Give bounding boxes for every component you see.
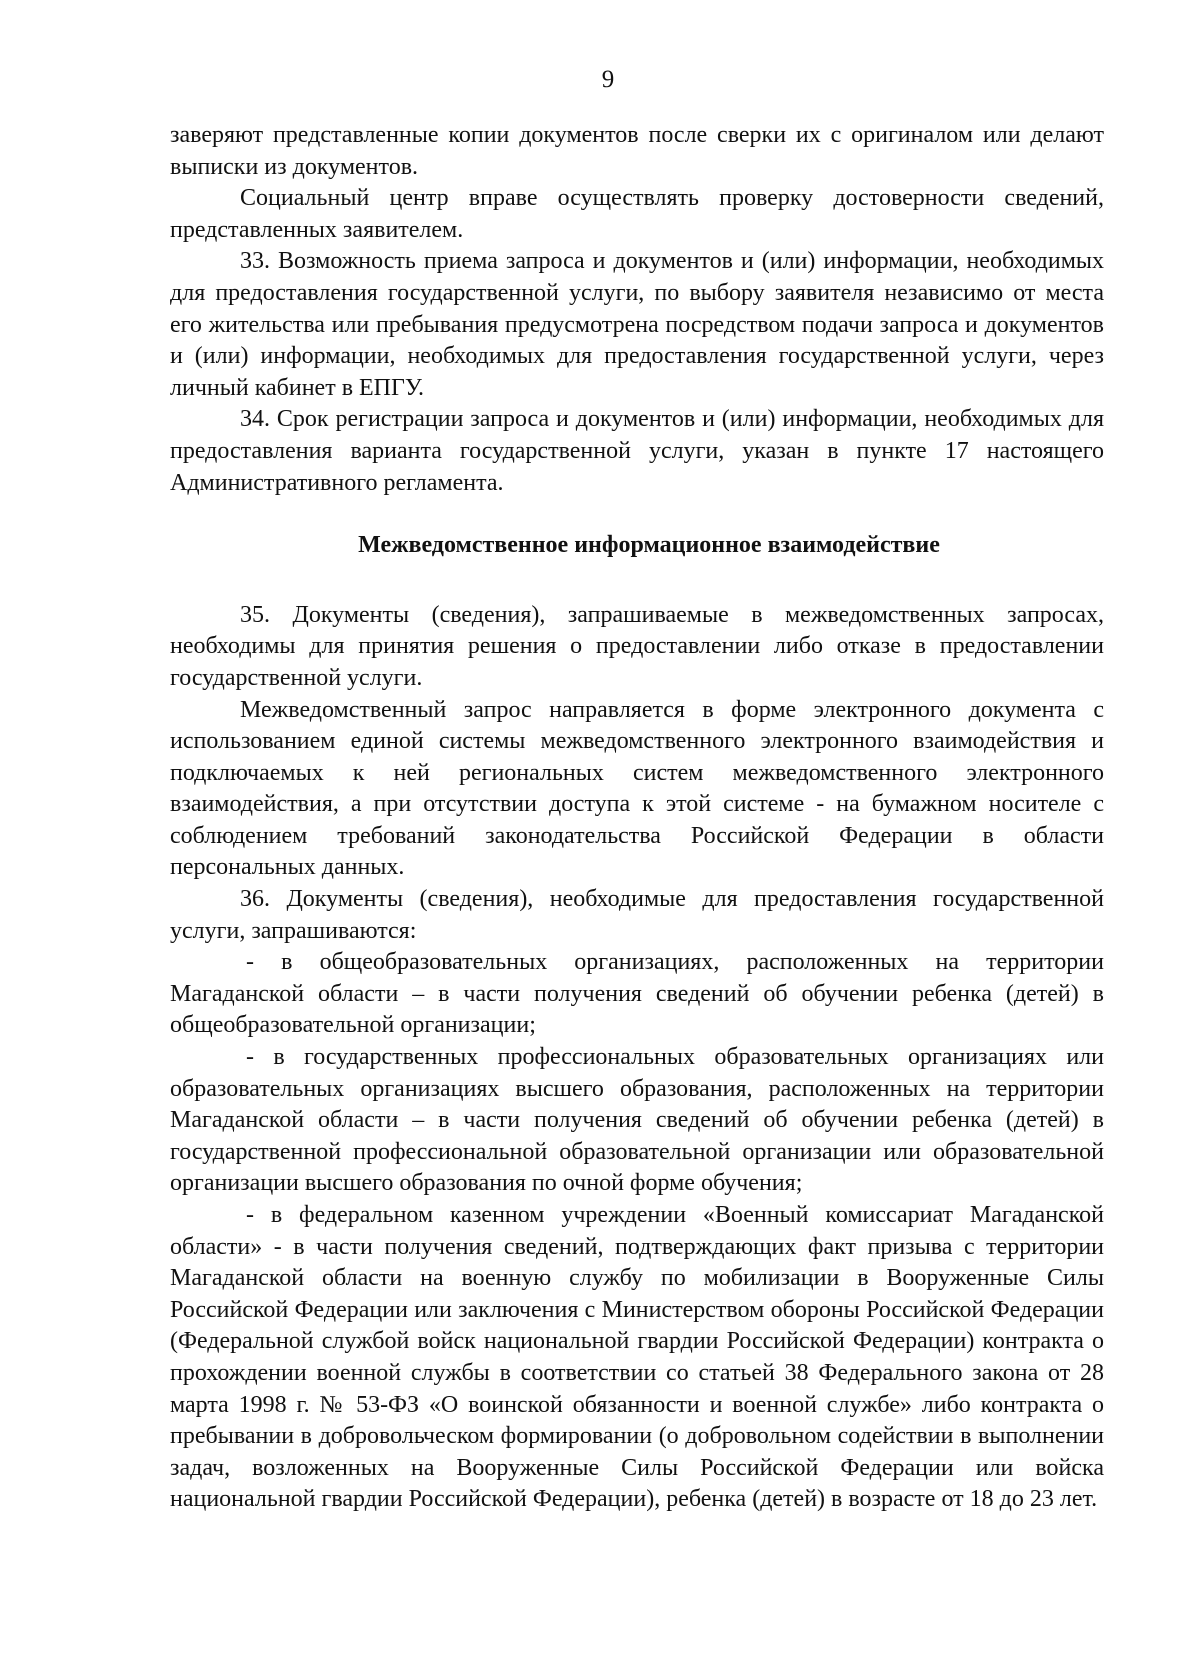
list-item-professional-education: - в государственных профессиональных образовательных организациях или образовательных организациях высшего образования, расположенных на территории Магаданской области – в части получения сведений об обучении ребенка (детей) в государственной профессиональной образовательной организации или образовательной организации высшего образования по очной форме обучения; xyxy=(170,1044,1104,1197)
document-body xyxy=(170,120,1104,1516)
list-item-military-commissariat: - в федеральном казенном учреждении «Военный комиссариат Магаданской области» - в части получения сведений, подтверждающих факт призыва с территории Магаданской области на военную службу по мобилизации в Вооруженные Силы Российской Федерации или заключения с Министерством обороны Российской Федерации (Федеральной службой войск национальной гвардии Российской Федерации) контракта о прохождении военной службы в соответствии со статьей 38 Федерального закона от 28 марта 1998 г. № 53-ФЗ «О воинской обязанности и военной службе» либо контракта о пребывании в добровольческом формировании (о добровольном содействии в выполнении задач, возложенных на Вооруженные Силы Российской Федерации или войска национальной гвардии Российской Федерации), ребенка (детей) в возрасте от 18 до 23 лет. xyxy=(170,1202,1104,1513)
section-heading: Межведомственное информационное взаимодействие xyxy=(358,532,940,559)
paragraph-34: 34. Срок регистрации запроса и документов и (или) информации, необходимых для предоставления варианта государственной услуги, указан в пункте 17 настоящего Административного регламента. xyxy=(170,406,1104,496)
paragraph-36: 36. Документы (сведения), необходимые для предоставления государственной услуги, запрашиваются: xyxy=(170,886,1104,944)
paragraph-33: 33. Возможность приема запроса и документов и (или) информации, необходимых для предоставления государственной услуги, по выбору заявителя независимо от места его жительства или пребывания предусмотрена посредством подачи запроса и документов и (или) информации, необходимых для предоставления государственной услуги, через личный кабинет в ЕПГУ. xyxy=(170,248,1104,401)
paragraph-continuation: заверяют представленные копии документов после сверки их с оригиналом или делают выписки из документов. xyxy=(170,122,1104,180)
paragraph-social-center-verification: Социальный центр вправе осуществлять проверку достоверности сведений, представленных заявителем. xyxy=(170,185,1104,243)
paragraph-interagency-request: Межведомственный запрос направляется в форме электронного документа с использованием единой системы межведомственного электронного взаимодействия и подключаемых к ней региональных систем межведомственного электронного взаимодействия, а при отсутствии доступа к этой системе - на бумажном носителе с соблюдением требований законодательства Российской Федерации в области персональных данных. xyxy=(170,696,1104,881)
paragraph-35: 35. Документы (сведения), запрашиваемые в межведомственных запросах, необходимы для принятия решения о предоставлении либо отказе в предоставлении государственной услуги. xyxy=(170,601,1104,691)
list-item-general-education: - в общеобразовательных организациях, расположенных на территории Магаданской области – в части получения сведений об обучении ребенка (детей) в общеобразовательной организации; xyxy=(170,949,1104,1039)
page-number: 9 xyxy=(601,66,615,93)
